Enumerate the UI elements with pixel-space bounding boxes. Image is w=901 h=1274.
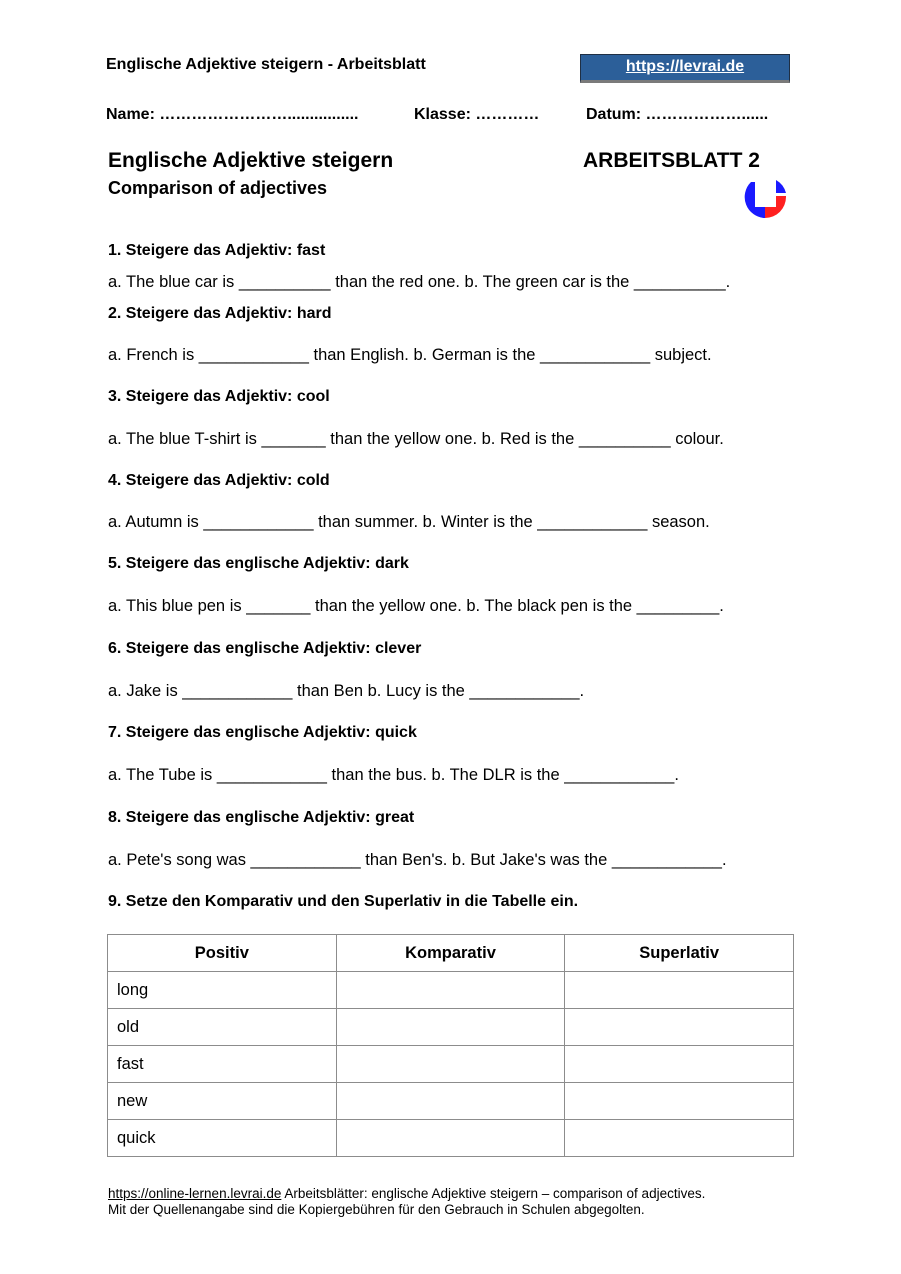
komparativ-cell[interactable] bbox=[336, 1046, 565, 1083]
komparativ-cell[interactable] bbox=[336, 972, 565, 1009]
question-4-title: 4. Steigere das Adjektiv: cold bbox=[108, 472, 330, 489]
positiv-cell: long bbox=[108, 972, 337, 1009]
footer-line-1-text: Arbeitsblätter: englische Adjektive steigern – comparison of adjectives. bbox=[281, 1186, 706, 1201]
table-row bbox=[108, 1009, 794, 1046]
superlativ-cell[interactable] bbox=[565, 1120, 794, 1157]
header-positiv: Positiv bbox=[108, 935, 337, 972]
table-row bbox=[108, 1120, 794, 1157]
komparativ-cell[interactable] bbox=[336, 1120, 565, 1157]
question-8-title: 8. Steigere das englische Adjektiv: great bbox=[108, 809, 415, 826]
question-1-title: 1. Steigere das Adjektiv: fast bbox=[108, 242, 326, 259]
footer bbox=[108, 1186, 705, 1218]
site-link-box[interactable] bbox=[580, 54, 790, 83]
table-row bbox=[108, 1046, 794, 1083]
footer-link[interactable]: https://online-lernen.levrai.de bbox=[108, 1186, 282, 1201]
question-6-title: 6. Steigere das englische Adjektiv: clever bbox=[108, 640, 422, 657]
komparativ-cell[interactable] bbox=[336, 1083, 565, 1120]
positiv-cell: quick bbox=[108, 1120, 337, 1157]
superlativ-cell[interactable] bbox=[565, 1083, 794, 1120]
site-link[interactable]: https://levrai.de bbox=[625, 58, 745, 75]
question-9-title: 9. Setze den Komparativ und den Superlativ in die Tabelle ein. bbox=[108, 893, 579, 910]
datum-field[interactable]: Datum: ………………...... bbox=[586, 106, 769, 123]
name-field[interactable]: Name: ……………………................ bbox=[106, 106, 359, 123]
page-subtitle: Comparison of adjectives bbox=[108, 178, 328, 198]
positiv-cell: old bbox=[108, 1009, 337, 1046]
positiv-cell: fast bbox=[108, 1046, 337, 1083]
table-row bbox=[108, 972, 794, 1009]
superlativ-cell[interactable] bbox=[565, 1009, 794, 1046]
table-header-row bbox=[108, 935, 794, 972]
superlativ-cell[interactable] bbox=[565, 972, 794, 1009]
question-7-title: 7. Steigere das englische Adjektiv: quick bbox=[108, 724, 417, 741]
question-6-text[interactable]: a. Jake is ____________ than Ben b. Lucy is the ____________. bbox=[108, 682, 585, 700]
comparison-table bbox=[107, 934, 794, 1157]
question-3-title: 3. Steigere das Adjektiv: cool bbox=[108, 388, 330, 405]
question-2-title: 2. Steigere das Adjektiv: hard bbox=[108, 305, 332, 322]
question-5-title: 5. Steigere das englische Adjektiv: dark bbox=[108, 555, 409, 572]
question-4-text[interactable]: a. Autumn is ____________ than summer. b. Winter is the ____________ season. bbox=[108, 513, 710, 531]
question-5-text[interactable]: a. This blue pen is _______ than the yellow one. b. The black pen is the _________. bbox=[108, 597, 724, 615]
table-row bbox=[108, 1083, 794, 1120]
superlativ-cell[interactable] bbox=[565, 1046, 794, 1083]
header-superlativ: Superlativ bbox=[565, 935, 794, 972]
klasse-field[interactable]: Klasse: ………… bbox=[414, 106, 540, 123]
question-1-text[interactable]: a. The blue car is __________ than the red one. b. The green car is the __________. bbox=[108, 273, 731, 291]
worksheet-number: ARBEITSBLATT 2 bbox=[583, 149, 760, 172]
document-header-title: Englische Adjektive steigern - Arbeitsblatt bbox=[106, 56, 426, 73]
page-title: Englische Adjektive steigern bbox=[108, 149, 394, 172]
question-2-text[interactable]: a. French is ____________ than English. b. German is the ____________ subject. bbox=[108, 346, 712, 364]
footer-line-2: Mit der Quellenangabe sind die Kopiergebühren für den Gebrauch in Schulen abgegolten. bbox=[108, 1202, 645, 1217]
header-komparativ: Komparativ bbox=[336, 935, 565, 972]
footer-line-1 bbox=[108, 1186, 705, 1202]
positiv-cell: new bbox=[108, 1083, 337, 1120]
question-3-text[interactable]: a. The blue T-shirt is _______ than the yellow one. b. Red is the __________ colour. bbox=[108, 430, 724, 448]
komparativ-cell[interactable] bbox=[336, 1009, 565, 1046]
question-7-text[interactable]: a. The Tube is ____________ than the bus. b. The DLR is the ____________. bbox=[108, 766, 679, 784]
question-8-text[interactable]: a. Pete's song was ____________ than Ben's. b. But Jake's was the ____________. bbox=[108, 851, 727, 869]
levrai-logo-icon bbox=[742, 176, 788, 220]
